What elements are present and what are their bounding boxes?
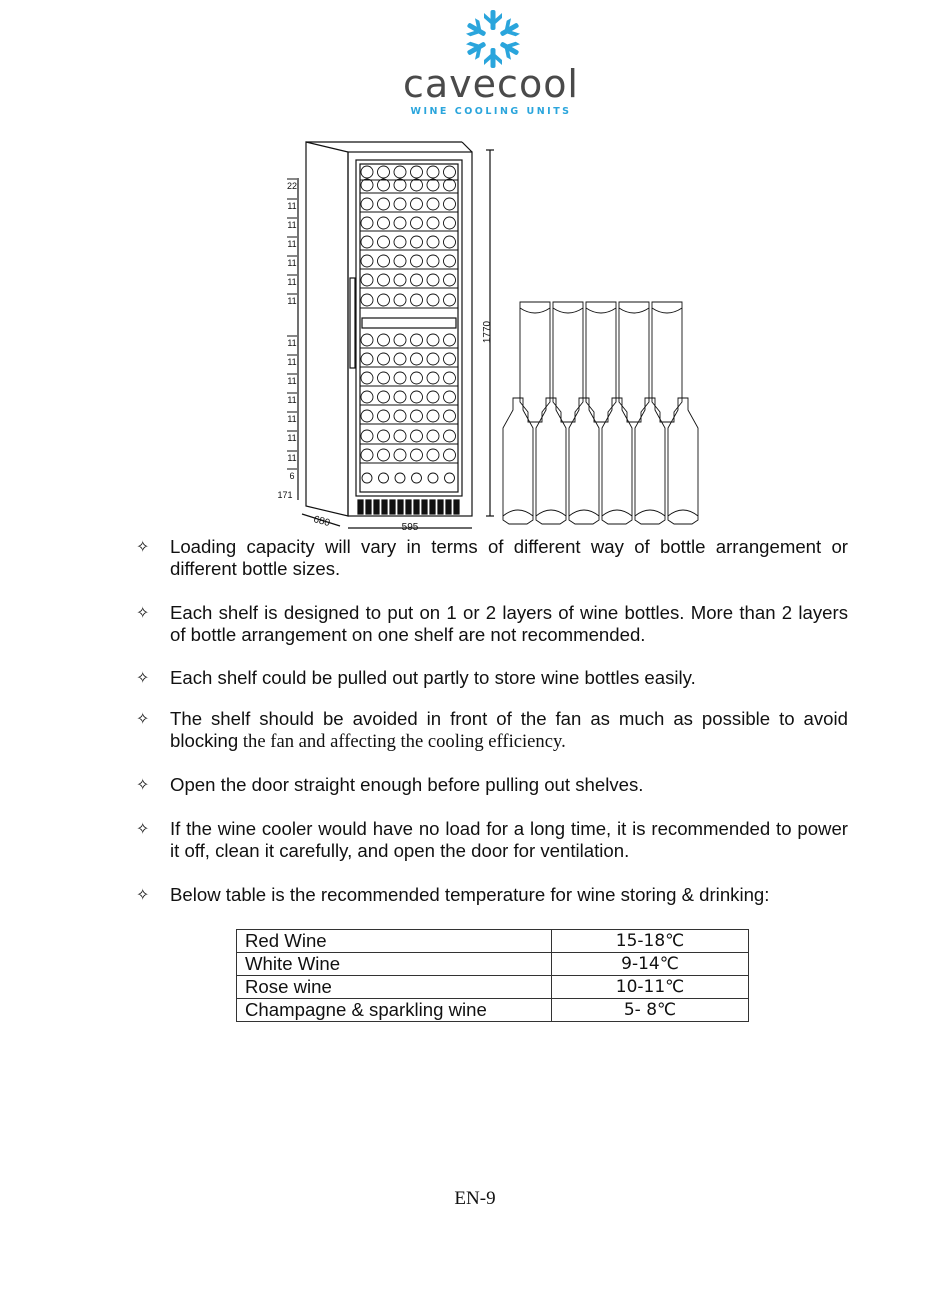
shelf-height-label: 11 [287,220,297,230]
temperature-range: 10-11℃ [552,976,749,999]
note-item [136,667,848,689]
bullet-star-icon: ✧ [136,537,150,556]
temperature-table [236,929,749,1022]
table-row [237,953,749,976]
note-item [136,602,848,646]
note-item [136,884,848,906]
note-text: Open the door straight enough before pulling out shelves. [170,774,644,795]
table-row [237,976,749,999]
base-height-label: 171 [277,490,293,500]
page-number: EN-9 [454,1188,496,1209]
temperature-range: 5- 8℃ [552,999,749,1022]
shelf-height-label: 11 [287,357,297,367]
width-dimension-label: 595 [401,522,419,533]
table-row [237,930,749,953]
note-item [136,536,848,580]
shelf-height-label: 11 [287,277,297,287]
brand-tagline: WINE COOLING UNITS [410,106,572,117]
shelf-height-label: 11 [287,239,297,249]
shelf-height-label: 11 [287,296,297,306]
bullet-star-icon: ✧ [136,885,150,904]
shelf-height-label: 11 [287,338,297,348]
shelf-height-label: 11 [287,395,297,405]
shelf-height-label: 6 [289,471,295,481]
bullet-star-icon: ✧ [136,775,150,794]
note-text-tail: the fan and affecting the cooling efficiency. [238,731,566,752]
wine-type: Champagne & sparkling wine [237,999,552,1022]
note-text: Loading capacity will vary in terms of different way of bottle arrangement or different bottle sizes. [170,536,848,579]
note-text: Each shelf could be pulled out partly to store wine bottles easily. [170,667,696,688]
note-item [136,818,848,862]
note-item [136,708,848,753]
table-row [237,999,749,1022]
shelf-height-label: 11 [287,376,297,386]
wine-type: White Wine [237,953,552,976]
bullet-star-icon: ✧ [136,603,150,622]
brand-name: cavecool [403,62,579,106]
shelf-height-label: 11 [287,433,297,443]
shelf-height-label: 22 [286,181,298,191]
shelf-height-label: 11 [287,258,297,268]
note-text: Below table is the recommended temperature for wine storing & drinking: [170,884,770,905]
wine-cooler-diagram [0,130,950,535]
shelf-height-label: 11 [287,453,297,463]
wine-type: Red Wine [237,930,552,953]
wine-type: Rose wine [237,976,552,999]
bullet-star-icon: ✧ [136,709,150,728]
note-text: If the wine cooler would have no load for a long time, it is recommended to power it off, clean it carefully, and open the door for ventilation. [170,818,848,861]
height-dimension-label: 1770 [482,320,493,344]
shelf-height-label: 11 [287,201,297,211]
temperature-range: 9-14℃ [552,953,749,976]
note-text: The shelf should be avoided in front of the fan as much as possible to avoid blocking [170,708,848,751]
note-text: Each shelf is designed to put on 1 or 2 layers of wine bottles. More than 2 layers of bottle arrangement on one shelf are not recommended. [170,602,848,645]
shelf-height-label: 11 [287,414,297,424]
brand-logo [0,0,950,125]
bullet-star-icon: ✧ [136,668,150,687]
temperature-range: 15-18℃ [552,930,749,953]
note-item [136,774,848,796]
depth-dimension-label: 680 [312,514,332,530]
bullet-star-icon: ✧ [136,819,150,838]
snowflake-icon [463,8,523,70]
usage-notes [136,536,848,906]
